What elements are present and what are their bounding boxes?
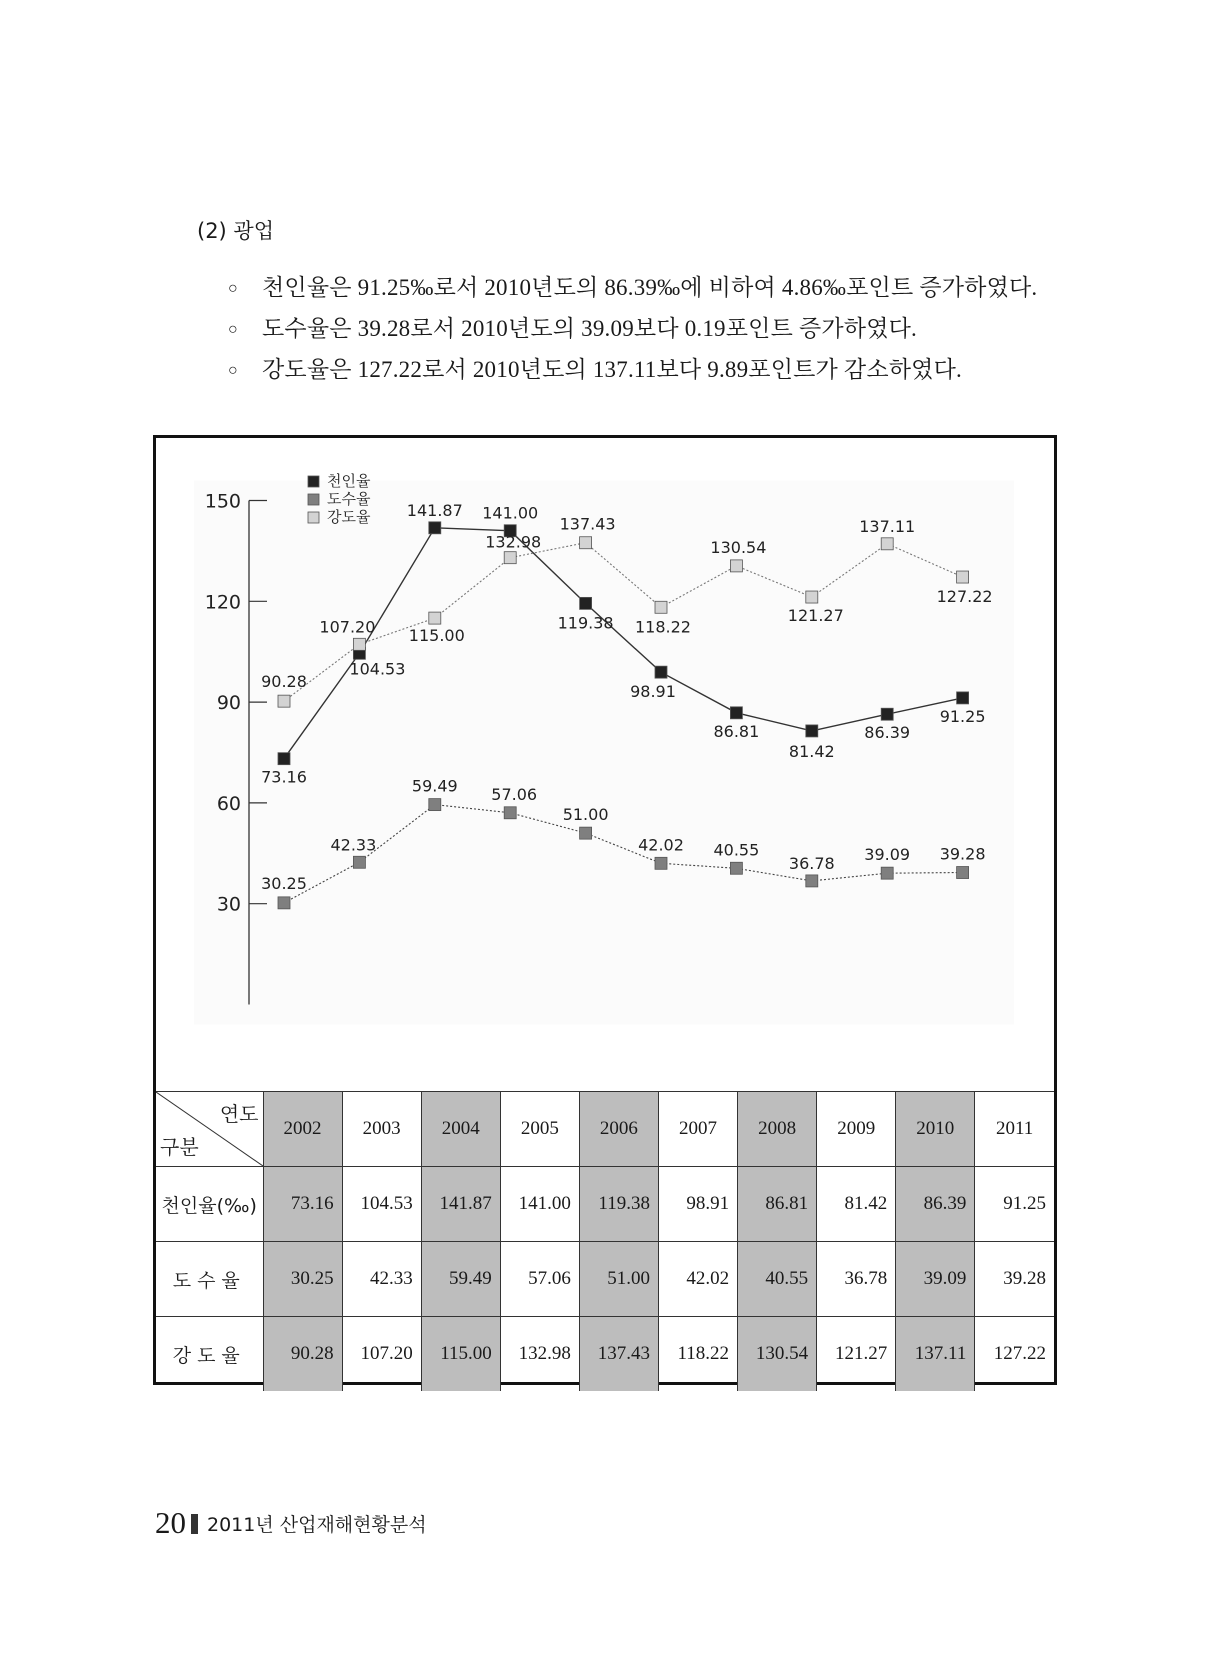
table-cell: 90.28 <box>263 1317 342 1392</box>
year-header: 2008 <box>738 1092 817 1167</box>
data-point <box>278 695 290 707</box>
table-cell: 73.16 <box>263 1167 342 1242</box>
data-label: 36.78 <box>788 853 835 873</box>
summary-text: 강도율은 127.22로서 2010년도의 137.11보다 9.89포인트가 감소하였다. <box>262 357 962 382</box>
year-header: 2003 <box>342 1092 421 1167</box>
data-point <box>504 807 516 819</box>
page-number: 20 <box>155 1505 186 1540</box>
line-chart <box>156 438 1054 1091</box>
year-header: 2004 <box>421 1092 500 1167</box>
table-cell: 118.22 <box>658 1317 737 1392</box>
data-point <box>504 552 516 564</box>
table-cell: 42.02 <box>658 1242 737 1317</box>
summary-text: 천인율은 91.25‰로서 2010년도의 86.39‰에 비하여 4.86‰포인트 증가하였다. <box>262 275 1038 300</box>
year-header: 2011 <box>975 1092 1054 1167</box>
table-cell: 137.11 <box>896 1317 975 1392</box>
year-header: 2007 <box>658 1092 737 1167</box>
data-point <box>806 591 818 603</box>
table-row <box>156 1317 1054 1392</box>
data-point <box>881 867 893 879</box>
bullet-mark: ○ <box>228 280 238 297</box>
table-cell: 141.00 <box>500 1167 579 1242</box>
data-label: 98.91 <box>630 682 676 702</box>
row-label: 강도율 <box>156 1317 263 1392</box>
corner-category-label: 구분 <box>160 1135 199 1159</box>
year-header: 2009 <box>817 1092 896 1167</box>
summary-item <box>228 268 1037 309</box>
data-label: 59.49 <box>411 776 458 796</box>
table-cell: 132.98 <box>500 1317 579 1392</box>
data-label: 137.43 <box>559 514 616 534</box>
data-point <box>429 612 441 624</box>
y-tick-label: 150 <box>204 490 241 513</box>
data-label: 130.54 <box>710 537 767 557</box>
data-label: 73.16 <box>261 767 307 787</box>
data-label: 118.22 <box>635 617 691 637</box>
data-label: 39.28 <box>939 844 986 864</box>
data-label: 57.06 <box>491 784 538 804</box>
data-label: 137.11 <box>859 516 916 536</box>
data-label: 115.00 <box>408 626 465 646</box>
table-cell: 107.20 <box>342 1317 421 1392</box>
data-table <box>156 1091 1054 1391</box>
data-point <box>806 725 818 737</box>
data-point <box>730 707 742 719</box>
data-label: 121.27 <box>787 606 844 626</box>
year-header: 2002 <box>263 1092 342 1167</box>
data-point <box>353 638 365 650</box>
table-cell: 104.53 <box>342 1167 421 1242</box>
data-label: 107.20 <box>319 617 376 637</box>
data-point <box>429 799 441 811</box>
plot-area <box>194 481 1014 1025</box>
table-cell: 86.81 <box>738 1167 817 1242</box>
legend-label: 천인율 <box>327 472 371 490</box>
data-label: 127.22 <box>936 587 993 607</box>
table-cell: 39.09 <box>896 1242 975 1317</box>
table-cell: 115.00 <box>421 1317 500 1392</box>
legend-label: 도수율 <box>327 490 371 508</box>
legend-label: 강도율 <box>327 508 371 526</box>
data-label: 51.00 <box>562 805 609 825</box>
table-cell: 59.49 <box>421 1242 500 1317</box>
table-cell: 130.54 <box>738 1317 817 1392</box>
data-point <box>655 857 667 869</box>
table-cell: 119.38 <box>579 1167 658 1242</box>
corner-year-label: 연도 <box>219 1102 259 1126</box>
table-cell: 57.06 <box>500 1242 579 1317</box>
year-header: 2005 <box>500 1092 579 1167</box>
data-point <box>881 708 893 720</box>
bullet-mark: ○ <box>228 362 238 379</box>
table-cell: 98.91 <box>658 1167 737 1242</box>
year-header: 2006 <box>579 1092 658 1167</box>
data-point <box>580 827 592 839</box>
table-cell: 30.25 <box>263 1242 342 1317</box>
footer-title: 2011년 산업재해현황분석 <box>207 1514 427 1536</box>
footer-bar <box>191 1514 198 1534</box>
y-tick-label: 30 <box>216 893 241 916</box>
section-title: (2) 광업 <box>197 219 274 243</box>
data-point <box>278 897 290 909</box>
data-point <box>580 597 592 609</box>
data-label: 81.42 <box>788 741 835 761</box>
data-label: 91.25 <box>939 706 986 726</box>
data-label: 40.55 <box>713 840 760 860</box>
table-cell: 86.39 <box>896 1167 975 1242</box>
data-label: 141.87 <box>406 500 463 520</box>
summary-item <box>228 350 1037 391</box>
table-corner <box>156 1092 263 1167</box>
data-point <box>730 862 742 874</box>
table-row <box>156 1167 1054 1242</box>
row-label: 도수율 <box>156 1242 263 1317</box>
data-label: 90.28 <box>261 672 307 692</box>
y-tick-label: 60 <box>216 792 241 815</box>
year-header: 2010 <box>896 1092 975 1167</box>
table-cell: 42.33 <box>342 1242 421 1317</box>
data-point <box>655 666 667 678</box>
y-tick-label: 90 <box>216 692 241 715</box>
table-cell: 121.27 <box>817 1317 896 1392</box>
data-label: 141.00 <box>482 503 539 523</box>
data-point <box>580 537 592 549</box>
table-cell: 81.42 <box>817 1167 896 1242</box>
data-point <box>957 867 969 879</box>
data-point <box>429 522 441 534</box>
table-header-row <box>156 1092 1054 1167</box>
data-label: 39.09 <box>864 845 911 865</box>
table-cell: 137.43 <box>579 1317 658 1392</box>
data-label: 42.02 <box>638 835 684 855</box>
table-cell: 141.87 <box>421 1167 500 1242</box>
table-cell: 36.78 <box>817 1242 896 1317</box>
legend-marker <box>308 494 319 505</box>
data-point <box>881 538 893 550</box>
table-cell: 91.25 <box>975 1167 1054 1242</box>
data-label: 119.38 <box>557 613 614 633</box>
data-label: 86.81 <box>713 721 760 741</box>
row-label: 천인율(‰) <box>156 1167 263 1242</box>
table-cell: 51.00 <box>579 1242 658 1317</box>
table-row <box>156 1242 1054 1317</box>
data-point <box>730 560 742 572</box>
data-label: 104.53 <box>349 659 406 679</box>
bullet-mark: ○ <box>228 321 238 338</box>
data-point <box>806 875 818 887</box>
data-label: 42.33 <box>330 835 377 855</box>
data-point <box>655 601 667 613</box>
legend-marker <box>308 476 319 487</box>
data-label: 86.39 <box>864 723 911 743</box>
table-cell: 127.22 <box>975 1317 1054 1392</box>
data-label: 30.25 <box>261 873 307 893</box>
summary-list <box>228 268 1037 391</box>
table-cell: 40.55 <box>738 1242 817 1317</box>
page-footer <box>155 1505 427 1541</box>
summary-text: 도수율은 39.28로서 2010년도의 39.09보다 0.19포인트 증가하였다. <box>262 316 917 341</box>
data-point <box>957 571 969 583</box>
data-point <box>957 692 969 704</box>
y-tick-label: 120 <box>204 591 241 614</box>
data-point <box>353 856 365 868</box>
data-label: 132.98 <box>485 532 542 552</box>
chart-frame <box>153 435 1057 1385</box>
legend-marker <box>308 512 319 523</box>
summary-item <box>228 309 1037 350</box>
table-cell: 39.28 <box>975 1242 1054 1317</box>
data-point <box>278 753 290 765</box>
